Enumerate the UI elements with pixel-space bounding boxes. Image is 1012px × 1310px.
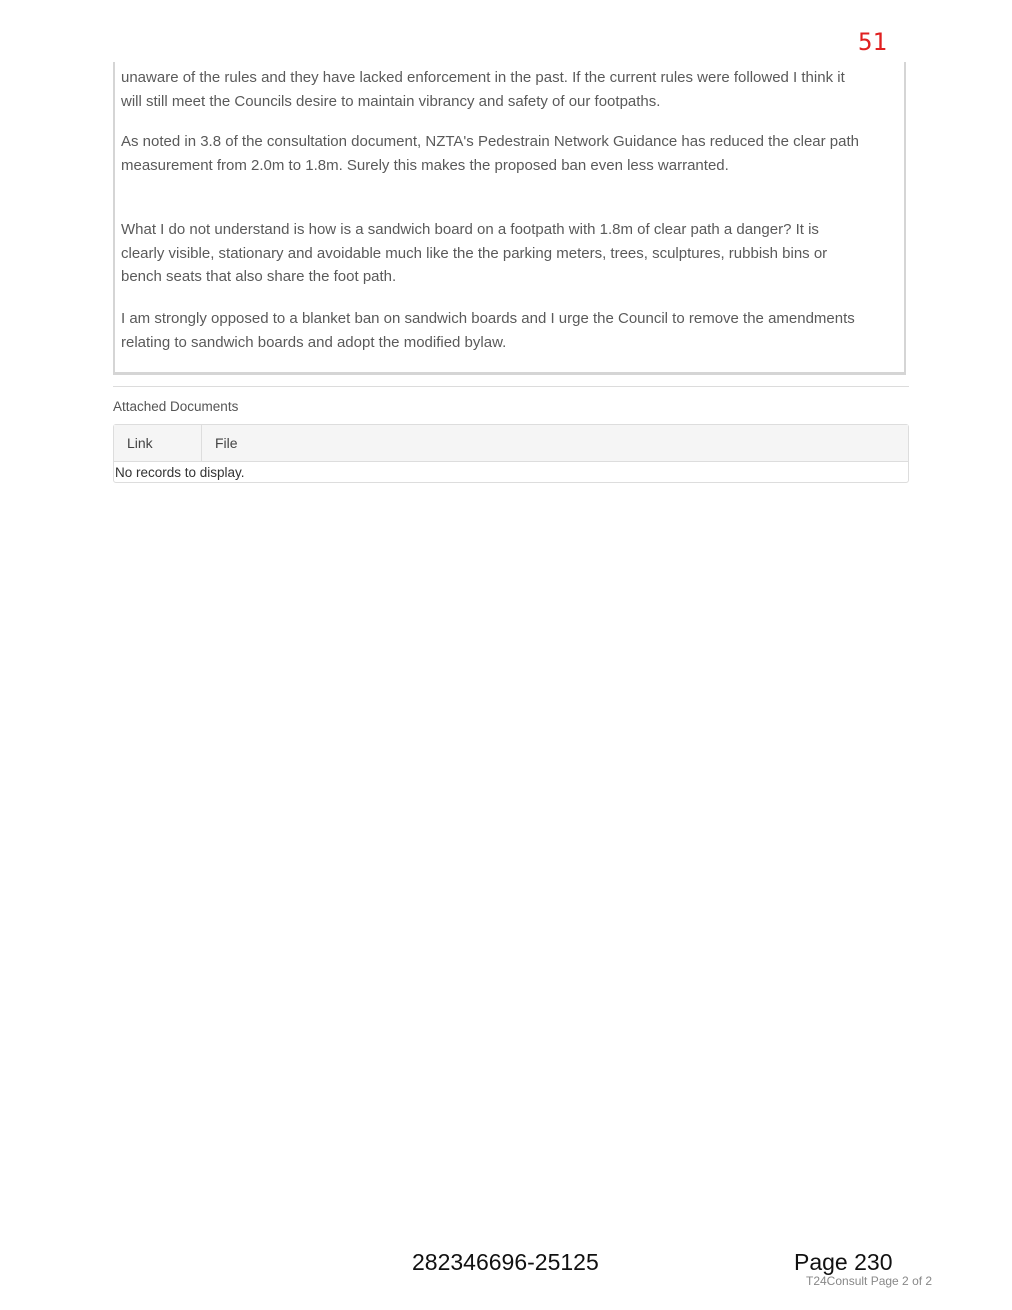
page-label: Page 230 [794,1249,893,1275]
column-header-file[interactable]: File [215,435,238,451]
comment-paragraph: unaware of the rules and they have lacked enforcement in the past. If the current rules were followed I think it will still meet the Councils desire to maintain vibrancy and safety of our footpaths. [121,69,845,110]
column-header-link[interactable]: Link [127,435,153,451]
comment-paragraph: I am strongly opposed to a blanket ban on sandwich boards and I urge the Council to remove the amendments relating to sandwich boards and adopt the modified bylaw. [121,310,855,351]
submission-comment-box [113,62,906,375]
attached-documents-heading: Attached Documents [113,399,239,414]
document-id: 282346696-25125 [412,1249,599,1275]
attached-documents-table [113,424,909,483]
table-header [114,425,908,462]
comment-paragraph: As noted in 3.8 of the consultation document, NZTA's Pedestrain Network Guidance has reduced the clear path measurement from 2.0m to 1.8m. Surely this makes the proposed ban even less warranted. [121,133,860,174]
empty-table-message: No records to display. [115,465,245,480]
page-number: 51 [858,28,887,56]
section-divider [113,386,909,387]
source-footer: T24Consult Page 2 of 2 [806,1274,933,1288]
comment-paragraph: What I do not understand is how is a sandwich board on a footpath with 1.8m of clear path a danger? It is clearly visible, stationary and avoidable much like the the parking meters, trees, sculptures, rubbish bins or bench seats that also share the foot path. [121,221,828,285]
column-divider [201,425,202,461]
